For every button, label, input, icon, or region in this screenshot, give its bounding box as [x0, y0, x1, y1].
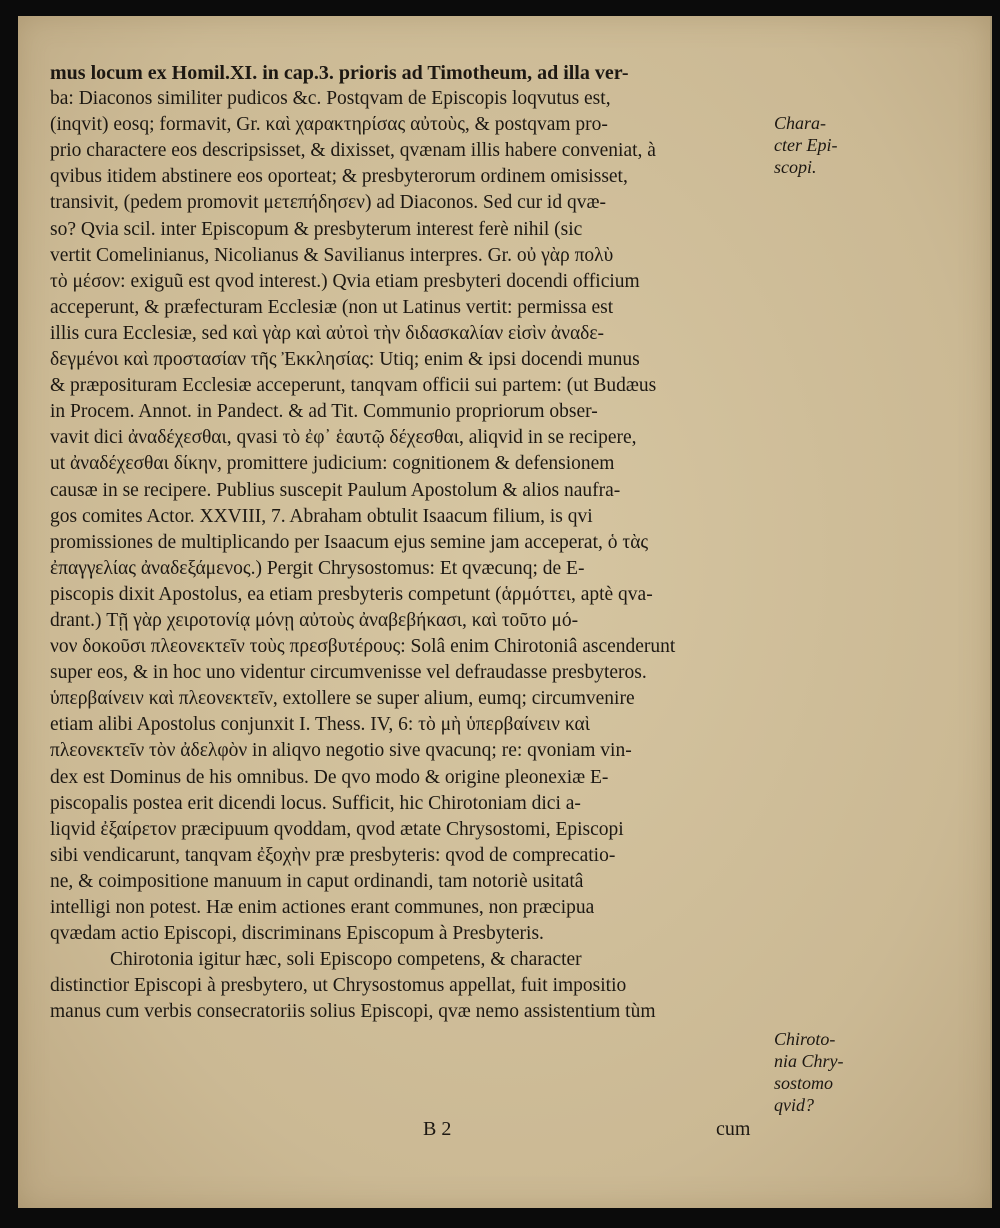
text-line: in Procem. Annot. in Pandect. & ad Tit. Communio propriorum obser- [50, 401, 598, 423]
text-line: ne, & coimpositione manuum in caput ordinandi, tam notoriè usitatâ [50, 870, 584, 892]
text-line: vertit Comelinianus, Nicolianus & Savilianus interpres. Gr. οὐ γὰρ πολὺ [50, 244, 614, 266]
text-line: νον δοκοῦσι πλεονεκτεῖν τοὺς πρεσβυτέρους: Solâ enim Chirotoniâ ascenderunt [50, 636, 676, 658]
text-line: liqvid ἐξαίρετον præcipuum qvoddam, qvod ætate Chrysostomi, Episcopi [50, 818, 624, 840]
text-line: qvædam actio Episcopi, discriminans Episcopum à Presbyteris. [50, 923, 544, 945]
main-text-block [50, 60, 780, 1025]
text-line: manus cum verbis consecratoriis solius Episcopi, qvæ nemo assistentium tùm [50, 1001, 656, 1023]
text-line: ba: Diaconos similiter pudicos &c. Postqvam de Episcopis loqvutus est, [50, 88, 611, 110]
margin-note-chirotonia [774, 1028, 844, 1116]
text-line: (inqvit) eosq; formavit, Gr. καὶ χαρακτηρίσας αὐτοὺς, & postqvam pro- [50, 114, 608, 136]
text-line: & præposituram Ecclesiæ acceperunt, tanqvam officii sui partem: (ut Budæus [50, 375, 657, 397]
text-line: distinctior Episcopi à presbytero, ut Chrysostomus appellat, fuit impositio [50, 975, 627, 997]
text-line: πλεονεκτεῖν τὸν ἀδελφὸν in aliqvo negotio sive qvacunq; re: qvoniam vin- [50, 740, 632, 762]
text-line: promissiones de multiplicando per Isaacum ejus semine jam acceperat, ὁ τὰς [50, 531, 649, 553]
book-page [18, 16, 992, 1208]
margin-note-line: scopi. [774, 157, 817, 177]
text-line: τὸ μέσον: exiguũ est qvod interest.) Qvia etiam presbyteri docendi officium [50, 270, 640, 292]
text-line: qvibus itidem abstinere eos oporteat; & presbyterorum ordinem omisisset, [50, 166, 628, 188]
text-line: prio charactere eos descripsisset, & dixisset, qvænam illis habere conveniat, à [50, 140, 656, 162]
text-line: Chirotonia igitur hæc, soli Episcopo competens, & character [110, 949, 582, 971]
text-line: vavit dici ἀναδέχεσθαι, qvasi τὸ ἐφ᾽ ἑαυτῷ δέχεσθαι, aliqvid in se recipere, [50, 427, 637, 449]
text-line: gos comites Actor. XXVIII, 7. Abraham obtulit Isaacum filium, is qvi [50, 505, 593, 527]
text-line: causæ in se recipere. Publius suscepit Paulum Apostolum & alios naufra- [50, 479, 621, 501]
text-line: drant.) Τῇ γὰρ χειροτονίᾳ μόνῃ αὐτοὺς ἀναβεβήκασι, καὶ τοῦτο μό- [50, 609, 579, 631]
text-line: dex est Dominus de his omnibus. De qvo modo & origine pleonexiæ E- [50, 766, 609, 788]
text-line: super eos, & in hoc uno videntur circumvenisse vel defraudasse presbyteros. [50, 662, 647, 684]
text-line: ut ἀναδέχεσθαι δίκην, promittere judicium: cognitionem & defensionem [50, 453, 615, 475]
text-line: so? Qvia scil. inter Episcopum & presbyterum interest ferè nihil (sic [50, 218, 583, 240]
text-line: transivit, (pedem promovit μετεπήδησεν) ad Diaconos. Sed cur id qvæ- [50, 192, 606, 214]
text-line: δεγμένοι καὶ προστασίαν τῆς Ἐκκλησίας: Utiq; enim & ipsi docendi munus [50, 349, 640, 371]
margin-note-character [774, 112, 837, 178]
margin-note-line: Chara- [774, 113, 827, 133]
text-line: ὑπερβαίνειν καὶ πλεονεκτεῖν, extollere se super alium, eumq; circumvenire [50, 688, 635, 710]
catchword: cum [716, 1118, 751, 1140]
margin-note-line: qvid? [774, 1095, 814, 1115]
text-line: acceperunt, & præfecturam Ecclesiæ (non ut Latinus vertit: permissa est [50, 296, 614, 318]
text-line: piscopis dixit Apostolus, ea etiam presbyteris competunt (ἁρμόττει, aptè qva- [50, 583, 653, 605]
text-line: sibi vendicarunt, tanqvam ἐξοχὴν præ presbyteris: qvod de comprecatio- [50, 844, 616, 866]
margin-note-line: sostomo [774, 1073, 834, 1093]
signature-mark: B 2 [423, 1118, 452, 1140]
margin-note-line: cter Epi- [774, 135, 838, 155]
text-line: illis cura Ecclesiæ, sed καὶ γὰρ καὶ αὐτοὶ τὴν διδασκαλίαν εἰσὶν ἀναδε- [50, 322, 605, 344]
text-line: piscopalis postea erit dicendi locus. Sufficit, hic Chirotoniam dici a- [50, 792, 581, 814]
margin-note-line: nia Chry- [774, 1051, 844, 1071]
margin-note-line: Chiroto- [774, 1029, 836, 1049]
text-line: intelligi non potest. Hæ enim actiones erant communes, non præcipua [50, 897, 595, 918]
text-line: mus locum ex Homil.XI. in cap.3. prioris ad Timotheum, ad illa ver- [50, 62, 629, 84]
text-line: ἐπαγγελίας ἀναδεξάμενος.) Pergit Chrysostomus: Et qvæcunq; de E- [50, 557, 585, 579]
text-line: etiam alibi Apostolus conjunxit I. Thess. IV, 6: τὸ μὴ ὑπερβαίνειν καὶ [50, 714, 590, 736]
